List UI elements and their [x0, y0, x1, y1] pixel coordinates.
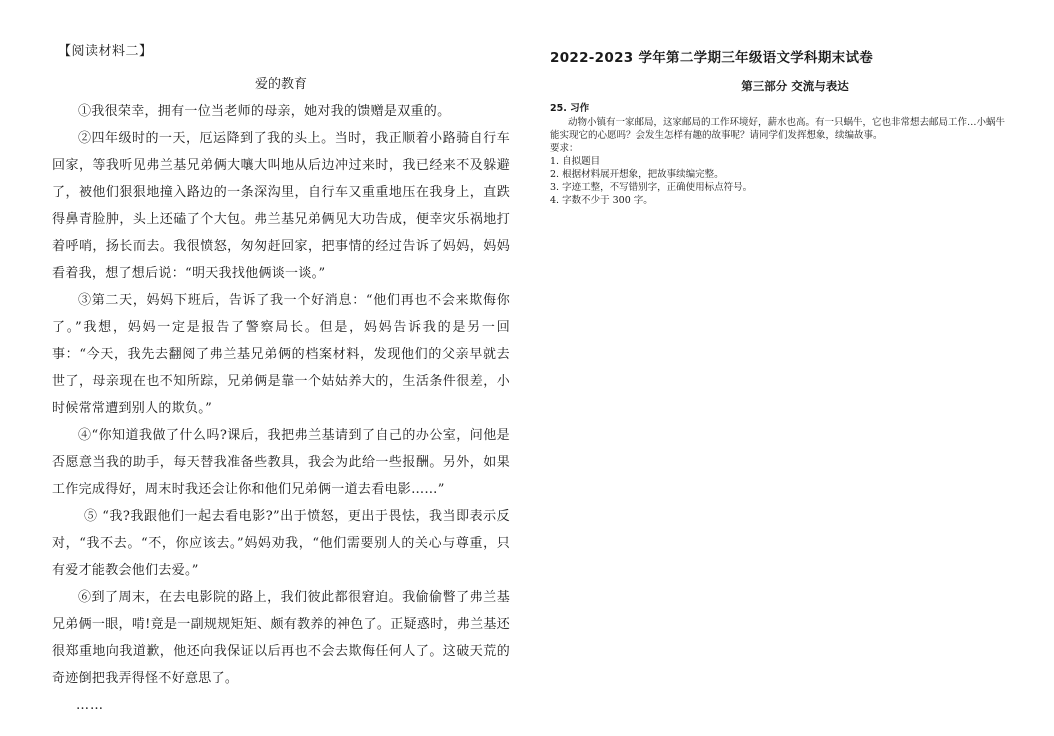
requirement-item: 3. 字迹工整，不写错别字，正确使用标点符号。 — [550, 182, 753, 193]
paragraph-4: ④“你知道我做了什么吗?课后，我把弗兰基请到了自己的办公室，问他是否愿意当我的助手，每天替我准备些教具，我会为此给一些报酬。另外，如果工作完成得好，周末时我还会让你和他们兄弟俩一道去看电影……” — [52, 428, 510, 497]
paragraph-3: ③第二天，妈妈下班后，告诉了我一个好消息：“他们再也不会来欺侮你了。”我想，妈妈一定是报告了警察局长。但是，妈妈告诉我的是另一回事：“今天，我先去翻阅了弗兰基兄弟俩的档案材料，发现他们的父亲早就去世了，母亲现在也不知所踪，兄弟俩是靠一个姑姑养大的，生活条件很差，小时候常常遭到别人的欺负。” — [52, 293, 510, 416]
paragraph-6: ⑥到了周末，在去电影院的路上，我们彼此都很窘迫。我偷偷瞥了弗兰基兄弟俩一眼，啃!竟是一副规规矩矩、颇有教养的神色了。正疑惑时，弗兰基还很郑重地向我道歉，他还向我保证以后再也不会去欺侮任何人了。这破天荒的奇迹倒把我弄得怪不好意思了。 — [52, 590, 510, 686]
part-title: 第三部分 交流与表达 — [741, 79, 849, 93]
passage-ellipsis: …… — [76, 698, 104, 713]
material-label: 【阅读材料二】 — [58, 44, 153, 59]
requirement-item: 2. 根据材料展开想象，把故事续编完整。 — [550, 169, 724, 180]
question-text: 动物小镇有一家邮局，这家邮局的工作环境好，薪水也高。有一只蜗牛，它也非常想去邮局工作…小蜗牛能实现它的心愿吗？会发生怎样有趣的故事呢？请同学们发挥想象，续编故事。 — [550, 117, 1006, 141]
paragraph-1: ①我很荣幸，拥有一位当老师的母亲，她对我的馈赠是双重的。 — [78, 104, 451, 119]
requirements-label: 要求： — [550, 143, 579, 154]
paragraph-5: ⑤ “我?我跟他们一起去看电影?”出于愤怒，更出于畏怯，我当即表示反对，“我不去。“不，你应该去。”妈妈劝我，“他们需要别人的关心与尊重，只有爱才能教会他们去爱。” — [52, 509, 510, 578]
passage-title: 爱的教育 — [254, 77, 307, 92]
requirement-item: 1. 自拟题目 — [550, 156, 601, 167]
exam-title: 2022-2023 学年第二学期三年级语文学科期末试卷 — [550, 50, 874, 66]
question-number: 25. 习作 — [550, 103, 590, 114]
paragraph-2: ②四年级时的一天，厄运降到了我的头上。当时，我正顺着小路骑自行车回家，等我听见弗兰基兄弟俩大嚷大叫地从后边冲过来时，我已经来不及躲避了，被他们狠狠地撞入路边的一条深沟里，自行车又重重地压在我身上，直跌得鼻青脸肿，头上还磕了个大包。弗兰基兄弟俩见大功告成，便幸灾乐祸地打着呼哨，扬长而去。我很愤怒，匆匆赶回家，把事情的经过告诉了妈妈，妈妈看着我，想了想后说：“明天我找他俩谈一谈。” — [52, 131, 510, 281]
requirement-item: 4. 字数不少于 300 字。 — [550, 195, 653, 206]
reading-material-column — [52, 40, 510, 713]
requirements-list — [550, 155, 1010, 207]
writing-section-column — [550, 46, 1010, 207]
